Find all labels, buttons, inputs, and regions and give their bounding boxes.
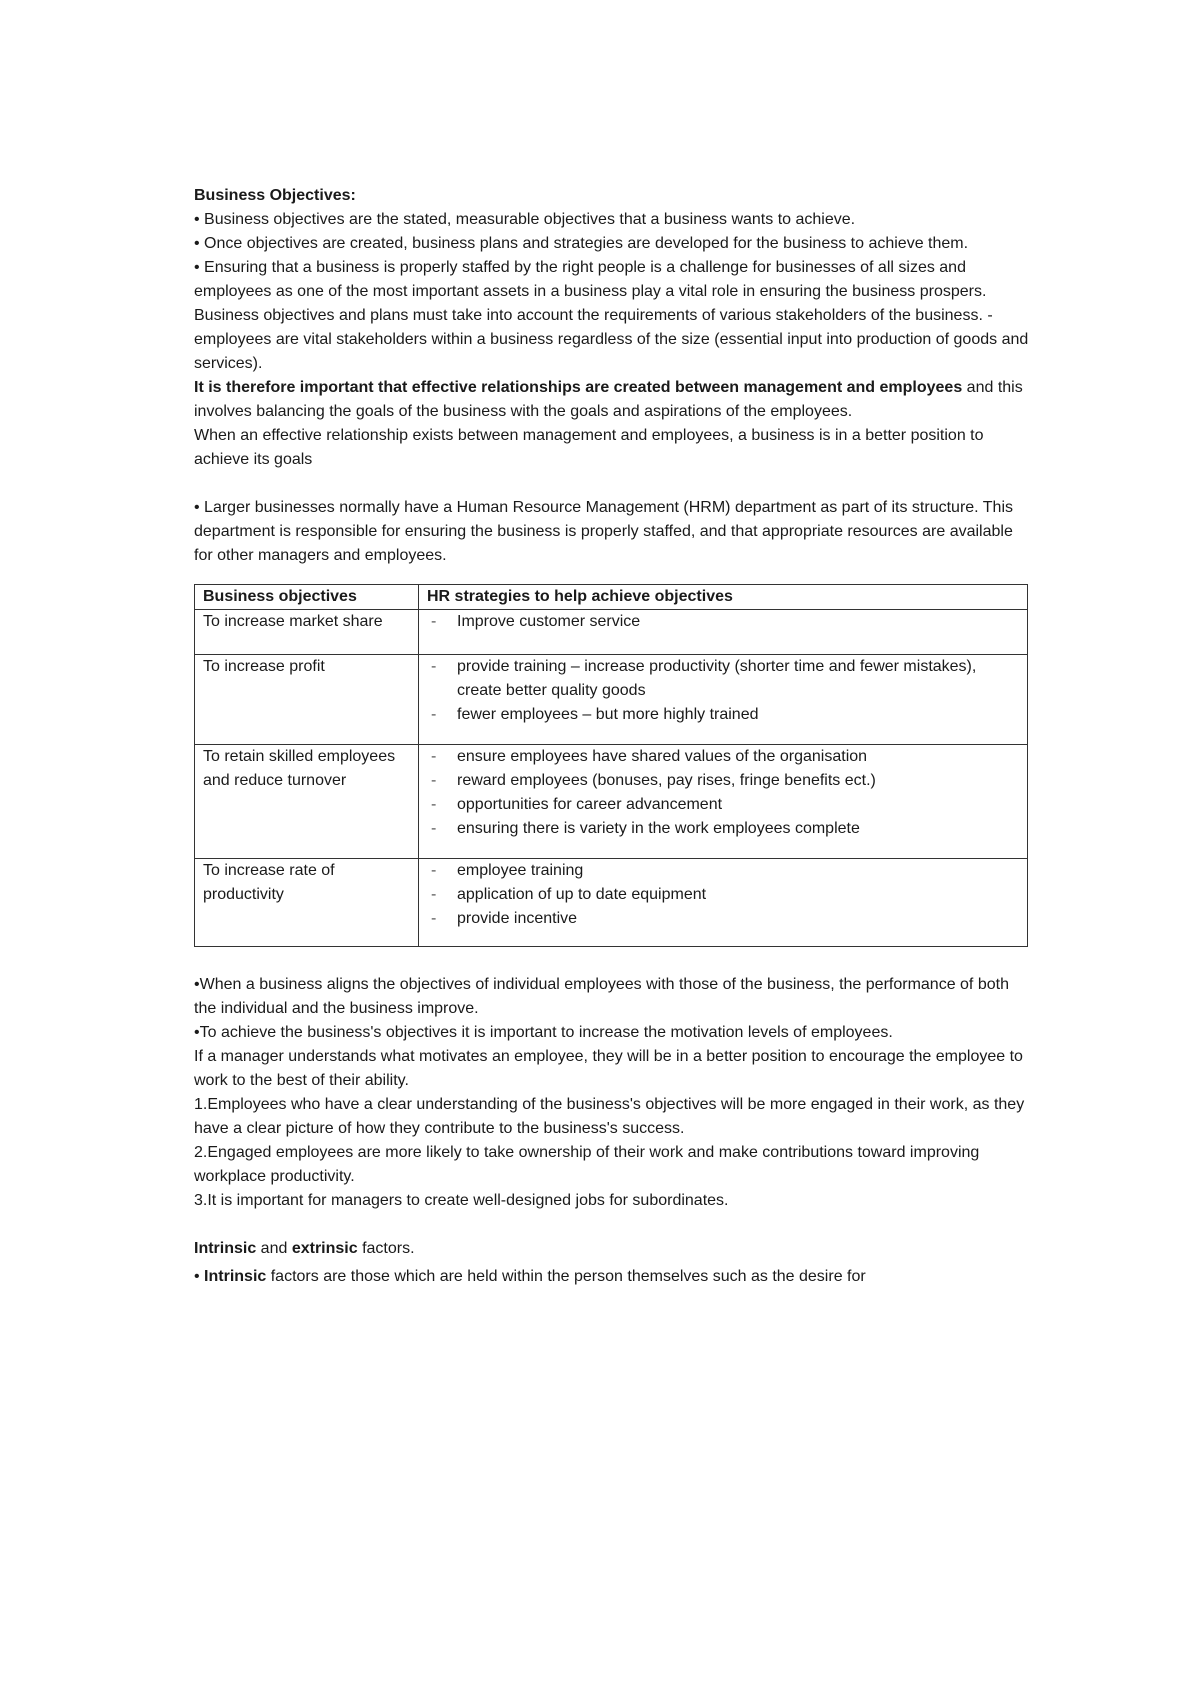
paragraph-motivation-levels: •To achieve the business's objectives it is important to increase the motivation levels of employees. — [194, 1024, 893, 1041]
paragraph-effective-relationships — [194, 376, 1034, 424]
header-hr-strategies: HR strategies to help achieve objectives — [419, 585, 1028, 610]
numbered-item-1: 1.Employees who have a clear understanding of the business's objectives will be more engaged in their work, as they have a clear picture of how they contribute to the business's success. — [194, 1096, 1025, 1137]
bold-relationships-text: It is therefore important that effective relationships are created between management and employees — [194, 379, 963, 396]
paragraph-better-position: When an effective relationship exists between management and employees, a business is in a better position to achieve its goals — [194, 427, 984, 468]
paragraph-hrm-department: • Larger businesses normally have a Human Resource Management (HRM) department as part of its structure. This department is responsible for ensuring the business is properly staffed, and that appropriate resources are available for other managers and employees. — [194, 499, 1013, 564]
objective-cell: To increase rate of productivity — [195, 859, 419, 947]
title-and: and — [256, 1240, 292, 1257]
strategies-cell — [419, 859, 1028, 947]
strategy-list — [427, 859, 1019, 931]
strategy-item: - ensure employees have shared values of the organisation — [457, 745, 1019, 769]
section-title-intrinsic-extrinsic — [194, 1237, 1034, 1261]
document-content — [194, 184, 1034, 1289]
table-header-row — [195, 585, 1028, 610]
bold-intrinsic: Intrinsic — [194, 1240, 257, 1257]
paragraph-manager-understands: If a manager understands what motivates an employee, they will be in a better position to encourage the employee to work to the best of their ability. — [194, 1048, 1023, 1089]
strategy-item: - provide training – increase productivity (shorter time and fewer mistakes), create better quality goods — [457, 655, 1019, 703]
strategy-list — [427, 655, 1019, 727]
strategies-cell — [419, 745, 1028, 859]
strategy-item: - fewer employees – but more highly trained — [457, 703, 1019, 727]
spacer — [194, 1213, 1034, 1237]
motivation-section — [194, 973, 1034, 1213]
objectives-strategies-table — [194, 584, 1028, 947]
spacer — [194, 472, 1034, 496]
table-row — [195, 655, 1028, 745]
table-row — [195, 859, 1028, 947]
bullet-prefix: • — [194, 1268, 205, 1285]
bold-extrinsic: extrinsic — [291, 1240, 358, 1257]
strategy-list — [427, 745, 1019, 841]
strategy-item: - opportunities for career advancement — [457, 793, 1019, 817]
strategy-list — [427, 610, 1019, 634]
paragraph-objectives-definition: • Business objectives are the stated, measurable objectives that a business wants to achieve. — [194, 211, 856, 228]
strategy-item: - Improve customer service — [457, 610, 1019, 634]
header-business-objectives: Business objectives — [195, 585, 419, 610]
numbered-item-3: 3.It is important for managers to create well-designed jobs for subordinates. — [194, 1192, 729, 1209]
title-factors: factors. — [357, 1240, 415, 1257]
strategy-item: - application of up to date equipment — [457, 883, 1019, 907]
section-title-business-objectives: Business Objectives: — [194, 187, 356, 204]
strategy-item: - ensuring there is variety in the work employees complete — [457, 817, 1019, 841]
numbered-item-2: 2.Engaged employees are more likely to take ownership of their work and make contributions toward improving workplace productivity. — [194, 1144, 980, 1185]
paragraph-intrinsic-factors — [194, 1265, 1034, 1289]
paragraph-aligned-objectives: •When a business aligns the objectives of individual employees with those of the business, the performance of both the individual and the business improve. — [194, 976, 1009, 1017]
strategy-item: - provide incentive — [457, 907, 1019, 931]
table-row — [195, 745, 1028, 859]
paragraph-staffing-challenge: • Ensuring that a business is properly staffed by the right people is a challenge for businesses of all sizes and employees as one of the most important assets in a business play a vital role in ensuring the business prospers. — [194, 259, 987, 300]
strategies-cell — [419, 610, 1028, 655]
intrinsic-rest-text: factors are those which are held within the person themselves such as the desire for — [266, 1268, 866, 1285]
objective-cell: To increase profit — [195, 655, 419, 745]
strategy-item: - employee training — [457, 859, 1019, 883]
table-row — [195, 610, 1028, 655]
strategies-cell — [419, 655, 1028, 745]
paragraph-plans-strategies: • Once objectives are created, business plans and strategies are developed for the business to achieve them. — [194, 235, 969, 252]
objective-cell: To increase market share — [195, 610, 419, 655]
objective-cell: To retain skilled employees and reduce turnover — [195, 745, 419, 859]
relationships-rest-text: and this involves balancing the goals of the business with the goals and aspirations of the employees. — [194, 379, 1023, 420]
strategy-item: - reward employees (bonuses, pay rises, fringe benefits ect.) — [457, 769, 1019, 793]
paragraph-stakeholders: Business objectives and plans must take into account the requirements of various stakeholders of the business. - employees are vital stakeholders within a business regardless of the size (essential input into production of goods and services). — [194, 307, 1029, 372]
bold-intrinsic-term: Intrinsic — [204, 1268, 267, 1285]
